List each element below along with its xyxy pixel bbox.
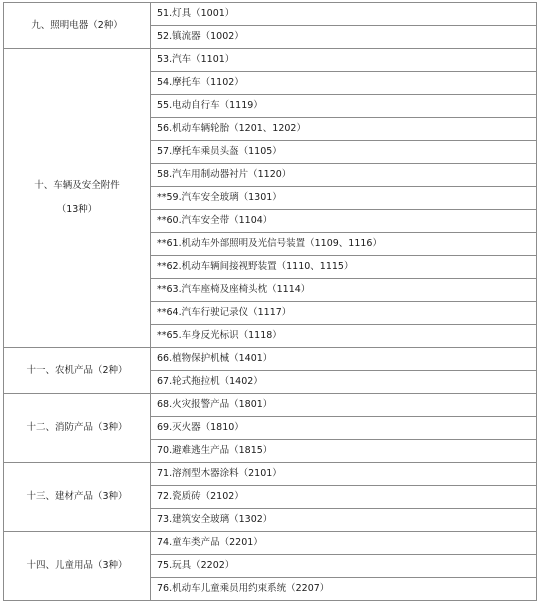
list-item: 52.镇流器（1002） xyxy=(151,26,537,49)
list-item: 74.童车类产品（2201） xyxy=(151,532,537,555)
category-building xyxy=(4,463,151,532)
list-item: 76.机动车儿童乘员用约束系统（2207） xyxy=(151,578,537,601)
list-item: 70.避难逃生产品（1815） xyxy=(151,440,537,463)
list-item: 67.轮式拖拉机（1402） xyxy=(151,371,537,394)
list-item: **59.汽车安全玻璃（1301） xyxy=(151,187,537,210)
list-item: **60.汽车安全带（1104） xyxy=(151,210,537,233)
table-row xyxy=(4,49,537,72)
category-name: 十二、消防产品（3种） xyxy=(26,422,128,433)
list-item: 66.植物保护机械（1401） xyxy=(151,348,537,371)
list-item: 72.瓷质砖（2102） xyxy=(151,486,537,509)
category-name: 十、车辆及安全附件 xyxy=(34,180,120,191)
list-item: **61.机动车外部照明及光信号装置（1109、1116） xyxy=(151,233,537,256)
list-item: 58.汽车用制动器衬片（1120） xyxy=(151,164,537,187)
table-row xyxy=(4,532,537,555)
list-item: 56.机动车辆轮胎（1201、1202） xyxy=(151,118,537,141)
list-item: 73.建筑安全玻璃（1302） xyxy=(151,509,537,532)
list-item: 51.灯具（1001） xyxy=(151,3,537,26)
category-name: 九、照明电器（2种） xyxy=(31,19,123,31)
category-lighting xyxy=(4,3,151,49)
category-name: 十一、农机产品（2种） xyxy=(26,364,128,376)
product-catalog-table xyxy=(3,2,537,601)
table-row xyxy=(4,394,537,417)
table-row xyxy=(4,3,537,26)
category-fire xyxy=(4,394,151,463)
list-item: 53.汽车（1101） xyxy=(151,49,537,72)
table-row xyxy=(4,348,537,371)
list-item: 68.火灾报警产品（1801） xyxy=(151,394,537,417)
category-agricultural xyxy=(4,348,151,394)
list-item: **63.汽车座椅及座椅头枕（1114） xyxy=(151,279,537,302)
list-item: 55.电动自行车（1119） xyxy=(151,95,537,118)
catalog-body xyxy=(4,3,537,601)
category-children xyxy=(4,532,151,601)
list-item: 69.灭火器（1810） xyxy=(151,417,537,440)
category-vehicles xyxy=(4,49,151,348)
list-item: 57.摩托车乘员头盔（1105） xyxy=(151,141,537,164)
list-item: **62.机动车辆间接视野装置（1110、1115） xyxy=(151,256,537,279)
list-item: **64.汽车行驶记录仪（1117） xyxy=(151,302,537,325)
list-item: 54.摩托车（1102） xyxy=(151,72,537,95)
category-name: 十三、建材产品（3种） xyxy=(26,491,128,502)
list-item: **65.车身反光标识（1118） xyxy=(151,325,537,348)
table-row xyxy=(4,463,537,486)
category-name: 十四、儿童用品（3种） xyxy=(26,560,128,571)
list-item: 75.玩具（2202） xyxy=(151,555,537,578)
category-count: （13种） xyxy=(56,204,98,215)
list-item: 71.溶剂型木器涂料（2101） xyxy=(151,463,537,486)
